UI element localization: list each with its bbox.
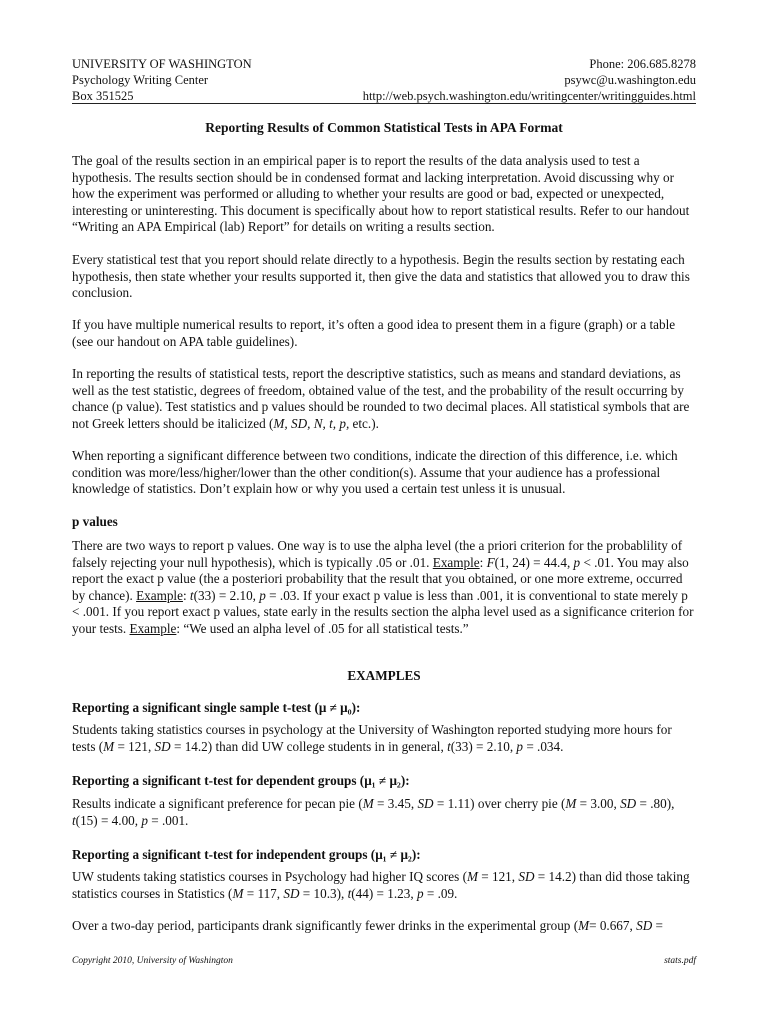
- phone: Phone: 206.685.8278: [589, 57, 696, 71]
- example-independent-text: UW students taking statistics courses in Psychology had higher IQ scores (M = 121, SD = 14.2) than did those taking statistics courses in Statistics (M = 117, SD = 10.3), t(44) = 1.23, p = .09.: [72, 869, 690, 901]
- figures-paragraph: If you have multiple numerical results to report, it’s often a good idea to present them in a figure (graph) or a table (see our handout on APA table guidelines).: [72, 317, 676, 349]
- dept-name: Psychology Writing Center: [72, 73, 209, 87]
- copyright-notice: Copyright 2010, University of Washington: [72, 956, 233, 966]
- letterhead: [72, 56, 696, 104]
- hypothesis-paragraph: Every statistical test that you report should relate directly to a hypothesis. Begin the results section by restating each hypothesis, then state whether your results supported it, then give the data and statistics that allowed you to draw this conclusion.: [72, 252, 690, 301]
- example-single-sample-heading: Reporting a significant single sample t-test (μ ≠ μ₀):: [72, 700, 361, 715]
- example-single-sample-text: Students taking statistics courses in psychology at the University of Washington reported studying more hours for tests (M = 121, SD = 14.2) than did UW college students in in general, t(33) = 2.10, p = .034.: [72, 722, 672, 754]
- file-name: stats.pdf: [664, 956, 696, 966]
- examples-heading: EXAMPLES: [347, 668, 421, 683]
- descriptive-stats-paragraph: In reporting the results of statistical tests, report the descriptive statistics, such as means and standard deviations, as well as the test statistic, degrees of freedom, obtained value of the test, and the probability of the result occurring by chance (p value). Test statistics and p values should be rounded to two decimal places. All statistical symbols that are not Greek letters should be italicized (M, SD, N, t, p, etc.).: [72, 366, 690, 431]
- document-title: Reporting Results of Common Statistical Tests in APA Format: [205, 120, 563, 135]
- stat-symbols: M, SD, N, t, p,: [273, 415, 350, 431]
- email: psywc@u.washington.edu: [564, 73, 696, 87]
- example-dependent-text: Results indicate a significant preference for pecan pie (M = 3.45, SD = 1.11) over cherry pie (M = 3.00, SD = .80), t(15) = 4.00, p = .001.: [72, 796, 675, 828]
- page-footer: [72, 956, 696, 966]
- website-url: http://web.psych.washington.edu/writingcenter/writingguides.html: [362, 89, 696, 103]
- example-independent-heading: Reporting a significant t-test for independent groups (μ₁ ≠ μ₂):: [72, 847, 421, 862]
- pvalues-paragraph: There are two ways to report p values. One way is to use the alpha level (the a priori criterion for the probablility of falsely rejecting your null hypothesis), which is typically .05 or .01. Example: F(1, 24) = 44.4, p < .01. You may also report the exact p value (the a posteriori probability that the result that you obtained, or one more extreme, occurred by chance). Example: t(33) = 2.10, p = .03. If your exact p value is less than .001, it is conventional to state merely p < .001. If you report exact p values, state early in the results section the alpha level used as a significance criterion for your tests. Example: “We used an alpha level of .05 for all statistical tests.”: [72, 538, 694, 636]
- intro-paragraph: The goal of the results section in an empirical paper is to report the results of the data analysis used to test a hypothesis. The results section should be in condensed format and lacking interpretation. Avoid discussing why or how the experiment was performed or alluding to whether your results are good or bad, expected or unexpected, interesting or uninteresting. This document is specifically about how to report statistical results. Refer to our handout “Writing an APA Empirical (lab) Report” for details on writing a results section.: [72, 153, 690, 235]
- header-divider: [72, 103, 696, 104]
- example-dependent-heading: Reporting a significant t-test for dependent groups (μ₁ ≠ μ₂):: [72, 773, 410, 788]
- mailbox: Box 351525: [72, 89, 134, 103]
- example-two-day-text: Over a two-day period, participants drank significantly fewer drinks in the experimental group (M= 0.667, SD =: [72, 918, 663, 933]
- org-name: UNIVERSITY OF WASHINGTON: [72, 57, 252, 71]
- direction-paragraph: When reporting a significant difference between two conditions, indicate the direction of this difference, i.e. which condition was more/less/higher/lower than the other condition(s). Assume that your audience has a professional knowledge of statistics. Don’t explain how or why you used a certain test unless it is unusual.: [72, 448, 678, 497]
- pvalues-heading: p values: [72, 514, 118, 529]
